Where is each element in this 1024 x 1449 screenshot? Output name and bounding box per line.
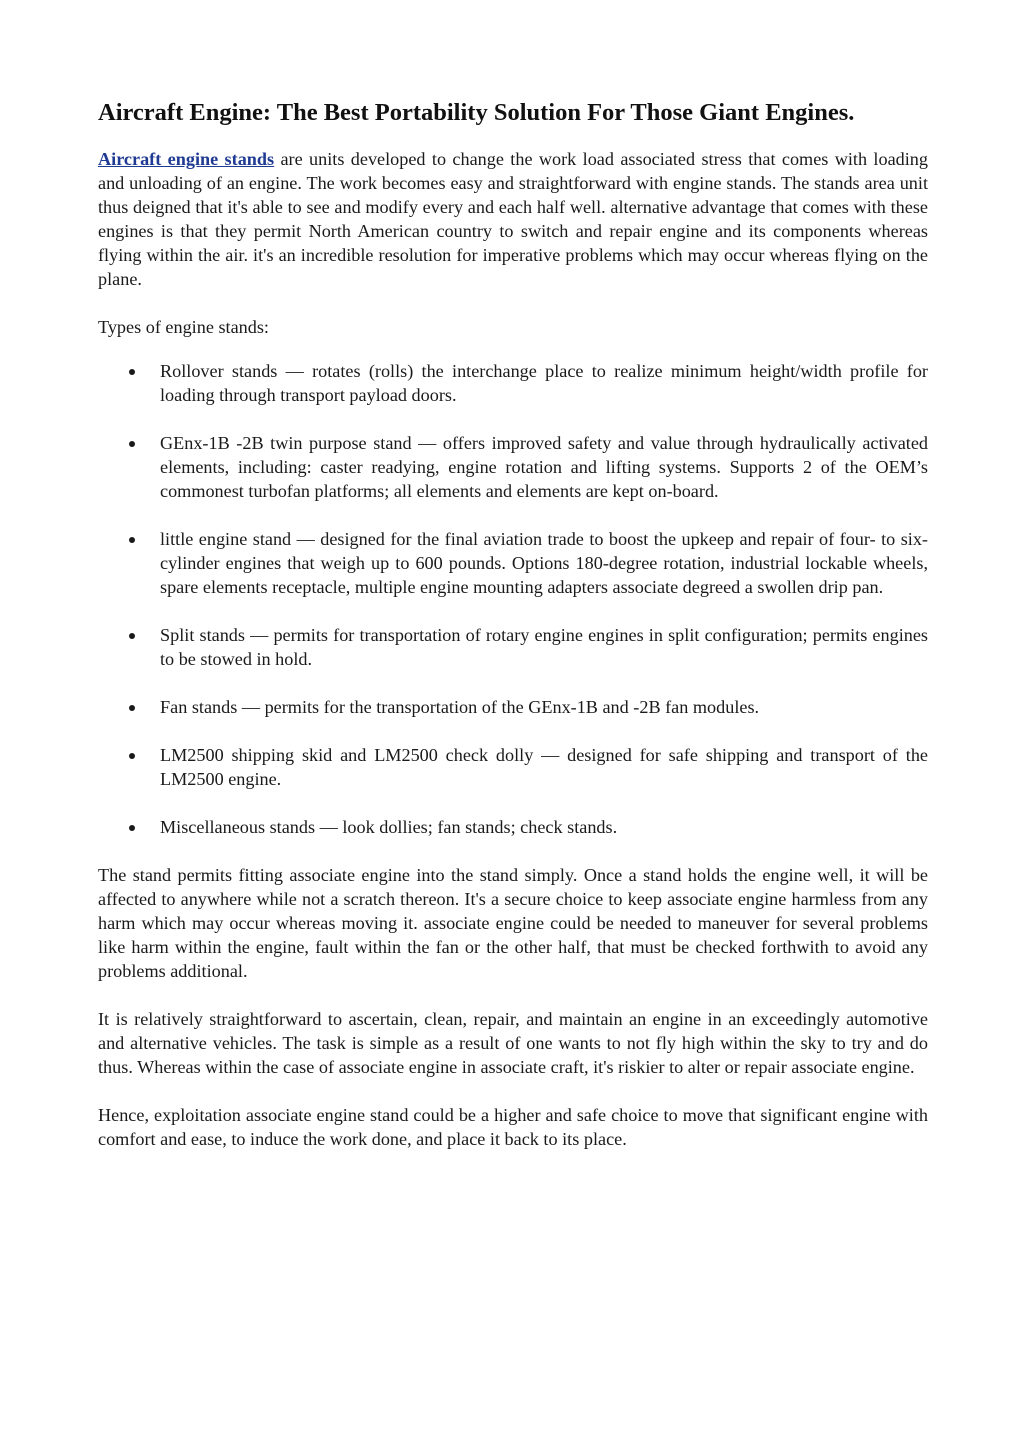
list-item-text: Rollover stands — rotates (rolls) the interchange place to realize minimum height/width profile for loading through transport payload doors.	[160, 361, 928, 405]
bullet-icon	[129, 537, 135, 543]
aircraft-engine-stands-link[interactable]: Aircraft engine stands	[98, 149, 275, 169]
list-item-text: Split stands — permits for transportation of rotary engine engines in split configuration; permits engines to be stowed in hold.	[160, 625, 928, 669]
list-item-text: little engine stand — designed for the final aviation trade to boost the upkeep and repair of four- to six-cylinder engines that weigh up to 600 pounds. Options 180-degree rotation, industrial lockable wheels, spare elements receptacle, multiple engine mounting adapters associate degreed a swollen drip pan.	[160, 529, 928, 597]
intro-text: are units developed to change the work load associated stress that comes with loading and unloading of an engine. The work becomes easy and straightforward with engine stands. The stands area unit thus deigned that it's able to see and modify every and each half well. alternative advantage that comes with these engines is that they permit North American country to switch and repair engine and its components whereas flying within the air. it's an incredible resolution for imperative problems which may occur whereas flying on the plane.	[98, 149, 928, 289]
intro-paragraph	[98, 147, 928, 291]
list-item	[98, 695, 928, 719]
list-item	[98, 815, 928, 839]
list-item-text: LM2500 shipping skid and LM2500 check dolly — designed for safe shipping and transport of the LM2500 engine.	[160, 745, 928, 789]
bullet-icon	[129, 369, 135, 375]
bullet-icon	[129, 825, 135, 831]
list-item-text: Fan stands — permits for the transportation of the GEnx-1B and -2B fan modules.	[160, 697, 760, 717]
page-title: Aircraft Engine: The Best Portability Solution For Those Giant Engines.	[98, 99, 855, 126]
body-paragraph: The stand permits fitting associate engine into the stand simply. Once a stand holds the engine well, it will be affected to anywhere while not a scratch thereon. It's a secure choice to keep associate engine harmless from any harm which may occur whereas moving it. associate engine could be needed to maneuver for several problems like harm within the engine, fault within the fan or the other half, that must be checked forthwith to avoid any problems additional.	[98, 865, 928, 981]
bullet-icon	[129, 705, 135, 711]
types-heading: Types of engine stands:	[98, 317, 269, 337]
list-item	[98, 527, 928, 599]
bullet-icon	[129, 753, 135, 759]
engine-stand-types-list	[98, 359, 928, 839]
bullet-icon	[129, 633, 135, 639]
document-page	[98, 96, 928, 1175]
body-paragraph: It is relatively straightforward to ascertain, clean, repair, and maintain an engine in an exceedingly automotive and alternative vehicles. The task is simple as a result of one wants to not fly high within the sky to try and do thus. Whereas within the case of associate engine in associate craft, it's riskier to alter or repair associate engine.	[98, 1009, 928, 1077]
list-item	[98, 623, 928, 671]
bullet-icon	[129, 441, 135, 447]
list-item	[98, 743, 928, 791]
list-item-text: Miscellaneous stands — look dollies; fan stands; check stands.	[160, 817, 618, 837]
list-item-text: GEnx-1B -2B twin purpose stand — offers improved safety and value through hydraulically activated elements, including: caster readying, engine rotation and lifting systems. Supports 2 of the OEM’s commonest turbofan platforms; all elements and elements are kept on-board.	[160, 433, 928, 501]
list-item	[98, 359, 928, 407]
list-item	[98, 431, 928, 503]
body-paragraph: Hence, exploitation associate engine stand could be a higher and safe choice to move that significant engine with comfort and ease, to induce the work done, and place it back to its place.	[98, 1105, 928, 1149]
